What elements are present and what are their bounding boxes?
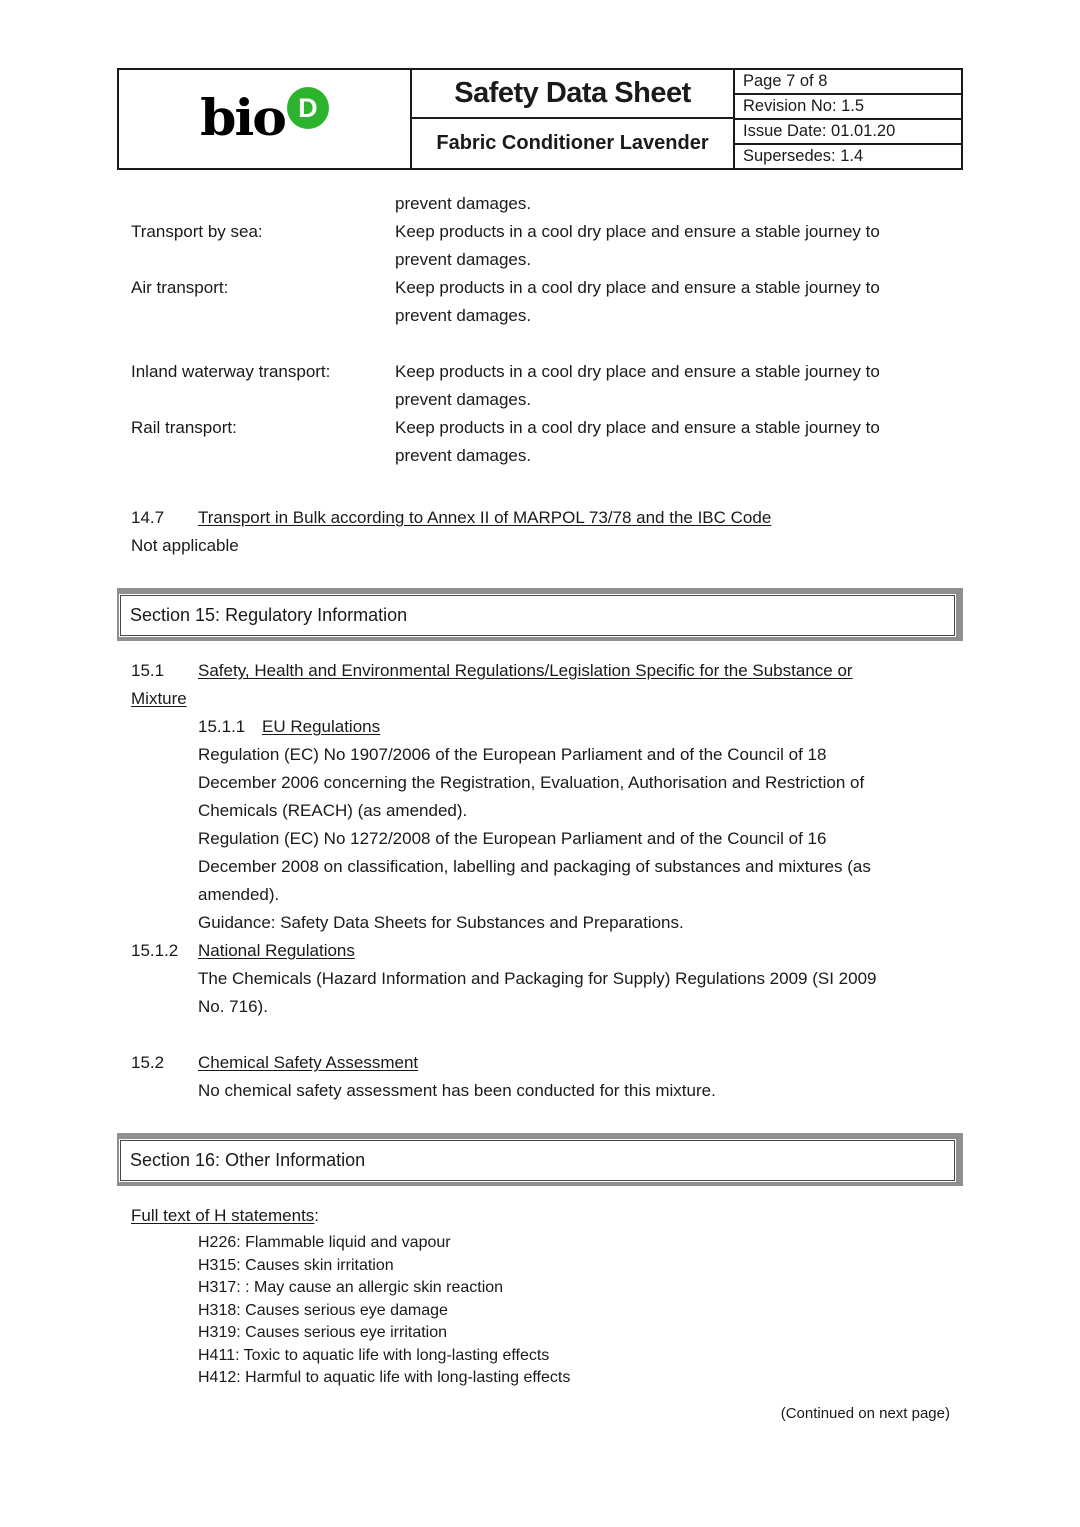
- transport-value-line: prevent damages.: [395, 306, 532, 325]
- section-16-bar: [117, 1133, 963, 1186]
- paragraph-line: Chemicals (REACH) (as amended).: [198, 801, 468, 820]
- document-title: Safety Data Sheet: [412, 70, 733, 119]
- h-statements-heading: Full text of H statements: [131, 1206, 315, 1225]
- transport-value-line: prevent damages.: [395, 250, 532, 269]
- logo-badge-letter: D: [298, 92, 318, 123]
- section-14-7-heading: Transport in Bulk according to Annex II of MARPOL 73/78 and the IBC Code: [198, 508, 772, 527]
- transport-value-line: prevent damages.: [395, 390, 532, 409]
- transport-value: [395, 274, 880, 330]
- revision-number: Revision No: 1.5: [735, 95, 961, 120]
- bio-d-logo: [119, 70, 412, 168]
- eu-regulation-1272-paragraph: [198, 825, 963, 909]
- transport-row-rail: [131, 414, 963, 470]
- header-title-cell: [412, 70, 735, 168]
- transport-row-continuation: [131, 190, 963, 218]
- h-statements-list: [198, 1232, 963, 1390]
- paragraph-line: Regulation (EC) No 1272/2008 of the European Parliament and of the Council of 16: [198, 829, 827, 848]
- section-15-1-2-heading: National Regulations: [198, 941, 355, 960]
- h-statements-heading-row: [131, 1202, 963, 1230]
- section-15-1-heading-row: [131, 657, 963, 685]
- transport-value-line: Keep products in a cool dry place and ensure a stable journey to: [395, 418, 880, 437]
- h-statement-item: H315: Causes skin irritation: [198, 1256, 394, 1274]
- h-statement-item: H318: Causes serious eye damage: [198, 1301, 448, 1319]
- paragraph-line: Regulation (EC) No 1907/2006 of the European Parliament and of the Council of 18: [198, 745, 827, 764]
- transport-row-air: [131, 274, 963, 330]
- issue-date: Issue Date: 01.01.20: [735, 120, 961, 145]
- section-16-bar-title: Section 16: Other Information: [120, 1140, 955, 1181]
- paragraph-line: No. 716).: [198, 997, 268, 1016]
- paragraph-line: December 2008 on classification, labelling and packaging of substances and mixtures (as: [198, 857, 871, 876]
- section-15-2: [131, 1049, 963, 1105]
- transport-value: [395, 358, 880, 414]
- section-15-1-heading-line1: Safety, Health and Environmental Regulations/Legislation Specific for the Substance or: [198, 661, 853, 680]
- transport-value-line: Keep products in a cool dry place and ensure a stable journey to: [395, 278, 880, 297]
- section-15-bar-title: Section 15: Regulatory Information: [120, 595, 955, 636]
- section-14-7-body: Not applicable: [131, 536, 239, 555]
- section-15-2-heading-row: [131, 1049, 963, 1077]
- guidance-line: Guidance: Safety Data Sheets for Substances and Preparations.: [198, 913, 684, 932]
- section-number: 15.2: [131, 1053, 165, 1072]
- logo-text: bio: [200, 89, 285, 148]
- section-number: 15.1.1: [198, 717, 246, 736]
- supersedes: Supersedes: 1.4: [743, 147, 864, 165]
- section-15-1: [131, 657, 963, 713]
- section-number: 15.1: [131, 661, 165, 680]
- section-15-bar: [117, 588, 963, 641]
- h-statement-item: H411: Toxic to aquatic life with long-lasting effects: [198, 1346, 550, 1364]
- transport-value-line: Keep products in a cool dry place and ensure a stable journey to: [395, 222, 880, 241]
- national-regulations-paragraph: [198, 965, 963, 1021]
- transport-label: Air transport:: [131, 278, 229, 297]
- h-statement-item: H226: Flammable liquid and vapour: [198, 1234, 451, 1251]
- transport-value: [395, 190, 531, 218]
- section-15-1-1: [198, 713, 963, 937]
- h-statements-heading-colon: :: [314, 1206, 320, 1225]
- section-15-1-1-heading: EU Regulations: [262, 717, 381, 736]
- section-15-1-1-heading-row: [198, 713, 963, 741]
- transport-table: [131, 190, 963, 470]
- logo-d-badge-icon: [287, 87, 329, 129]
- paragraph-line: The Chemicals (Hazard Information and Packaging for Supply) Regulations 2009 (SI 2009: [198, 969, 877, 988]
- section-15-2-heading: Chemical Safety Assessment: [198, 1053, 419, 1072]
- section-number: 15.1.2: [131, 941, 179, 960]
- product-name: Fabric Conditioner Lavender: [436, 132, 709, 154]
- section-15-1-heading-line2: Mixture: [131, 689, 187, 708]
- transport-row-inland-waterway: [131, 358, 963, 414]
- section-14-7: [131, 504, 963, 560]
- paragraph-line: amended).: [198, 885, 280, 904]
- transport-value-line: prevent damages.: [395, 194, 532, 213]
- section-number: 14.7: [131, 508, 165, 527]
- h-statement-item: H319: Causes serious eye irritation: [198, 1324, 448, 1341]
- transport-row-sea: [131, 218, 963, 274]
- section-15-1-2-heading-row: [131, 937, 963, 965]
- header-table: [117, 68, 963, 170]
- transport-label: Transport by sea:: [131, 222, 263, 241]
- section-15-2-body: No chemical safety assessment has been conducted for this mixture.: [198, 1081, 716, 1100]
- section-14-7-heading-row: [131, 504, 963, 532]
- eu-regulation-1907-paragraph: [198, 741, 963, 825]
- continued-note: (Continued on next page): [780, 1404, 950, 1422]
- header-meta-cell: [735, 70, 961, 168]
- h-statement-item: H412: Harmful to aquatic life with long-lasting effects: [198, 1369, 571, 1386]
- h-statement-item: H317: : May cause an allergic skin reaction: [198, 1279, 504, 1296]
- logo-wrap: [200, 89, 329, 149]
- transport-label: [131, 190, 395, 218]
- page-number: Page 7 of 8: [735, 70, 961, 95]
- section-15-1-2: [131, 937, 963, 1021]
- transport-value: [395, 414, 880, 470]
- transport-label: Inland waterway transport:: [131, 362, 331, 381]
- transport-label: Rail transport:: [131, 418, 237, 437]
- transport-value-line: prevent damages.: [395, 446, 532, 465]
- paragraph-line: December 2006 concerning the Registration, Evaluation, Authorisation and Restriction of: [198, 773, 865, 792]
- transport-value-line: Keep products in a cool dry place and ensure a stable journey to: [395, 362, 880, 381]
- transport-value: [395, 218, 880, 274]
